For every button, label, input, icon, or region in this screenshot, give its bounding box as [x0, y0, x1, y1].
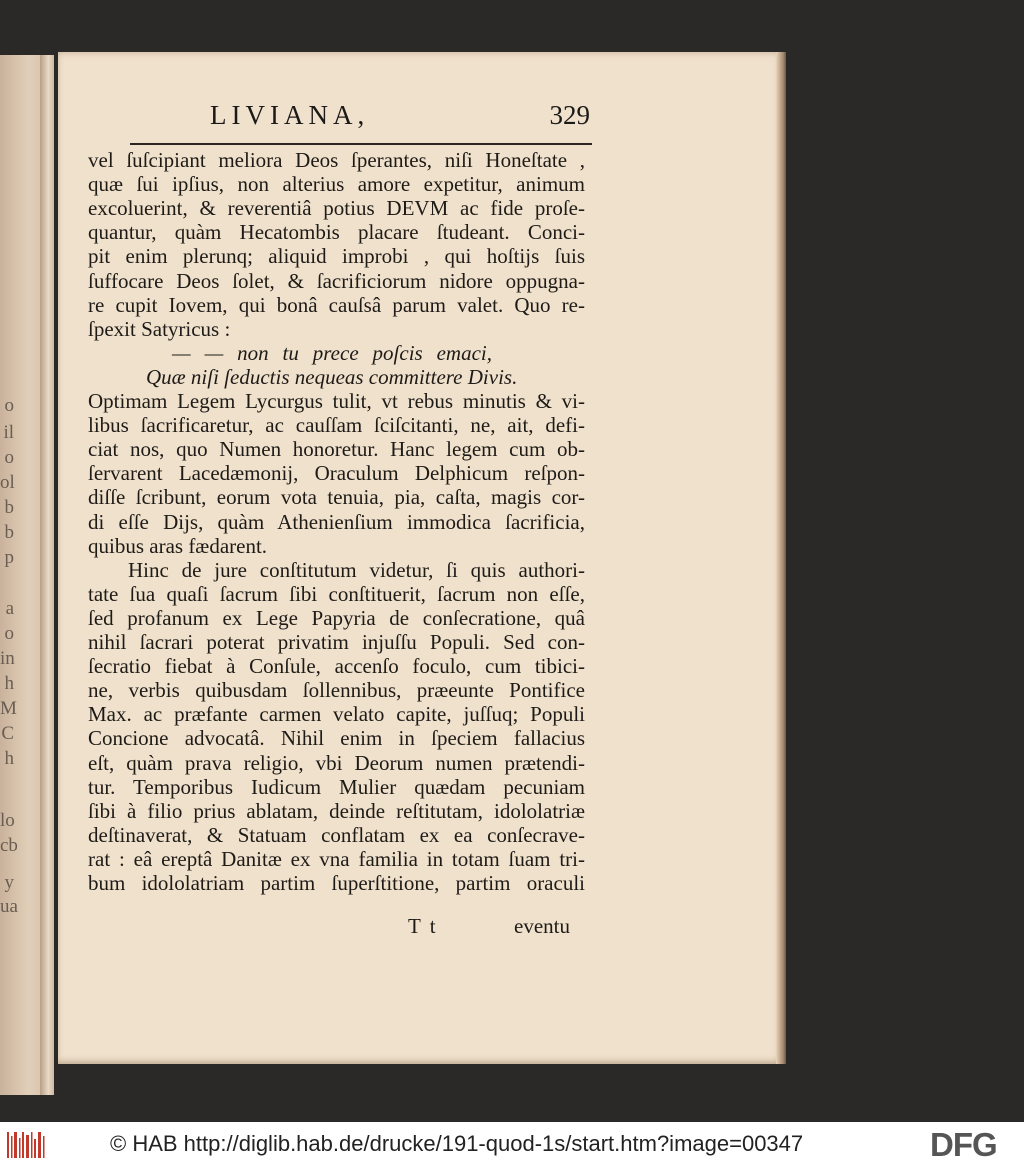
text-line: eſt, quàm prava religio, vbi Deorum numen prætendi-: [88, 750, 585, 775]
dfg-logo: DFG: [930, 1126, 997, 1163]
text-line: quibus aras fædarent.: [88, 533, 268, 558]
text-line: excoluerint, & reverentiâ potius DEVM ac fide proſe-: [88, 196, 585, 221]
text-line: nihil ſacrari poterat privatim injuſſu Populi. Sed con-: [88, 630, 585, 654]
text-line: — — non tu prece poſcis emaci,: [172, 340, 492, 365]
page-number: 329: [549, 100, 590, 130]
text-line: Quæ niſi ſeductis nequeas committere Divis.: [146, 364, 518, 389]
text-line: vel ſuſcipiant meliora Deos ſperantes, niſi Honeſtate ,: [88, 148, 585, 172]
header-rule: [130, 143, 592, 145]
text-line: quæ ſui ipſius, non alterius amore expetitur, animum: [88, 172, 585, 197]
footer-bar: [0, 1122, 1024, 1167]
page-header: [140, 100, 595, 140]
prev-page-fragment: in: [0, 648, 15, 669]
text-line: rat : eâ ereptâ Danitæ ex vna familia in totam ſuam tri-: [88, 846, 585, 871]
prev-page-fragment: il: [3, 422, 14, 443]
prev-page-fragment: b: [4, 497, 14, 518]
text-line: ſuffocare Deos ſolet, & ſacrificiorum nidore oppugna-: [88, 268, 585, 293]
text-line: ſpexit Satyricus :: [88, 316, 231, 341]
text-line: Max. ac præfante carmen velato capite, juſſuq; Populi: [88, 702, 585, 727]
previous-page-fold: [40, 55, 54, 1095]
text-line: ſervarent Lacedæmonij, Oraculum Delphicum reſpon-: [88, 461, 585, 486]
prev-page-fragment: y: [4, 872, 14, 893]
text-line: ſed profanum ex Lege Papyria de conſecratione, quâ: [88, 605, 585, 630]
prev-page-fragment: C: [1, 723, 14, 744]
page-edge-shadow: [776, 52, 786, 1064]
text-line: Concione advocatâ. Nihil enim in ſpeciem fallacius: [88, 726, 585, 751]
prev-page-fragment: o: [4, 623, 14, 644]
running-head: LIVIANA,: [210, 100, 370, 130]
hab-barcode-logo: [6, 1130, 46, 1160]
text-line: tur. Temporibus Iudicum Mulier quædam pecuniam: [88, 774, 585, 799]
prev-page-fragment: cb: [0, 835, 18, 856]
prev-page-fragment: b: [4, 522, 14, 543]
text-line: diſſe ſcribunt, eorum vota tenuia, pia, caſta, magis cor-: [88, 485, 585, 510]
prev-page-fragment: p: [4, 547, 14, 568]
copyright-url[interactable]: © HAB http://diglib.hab.de/drucke/191-quod-1s/start.htm?image=00347: [110, 1131, 804, 1156]
text-line: bum idololatriam partim ſuperſtitione, partim oraculi: [88, 871, 585, 895]
prev-page-fragment: h: [4, 673, 14, 694]
text-line: re cupit Iovem, qui bonâ cauſsâ parum valet. Quo re-: [88, 292, 585, 317]
prev-page-fragment: o: [4, 395, 14, 416]
signature-mark: T t: [408, 914, 438, 938]
prev-page-fragment: ol: [0, 472, 15, 493]
text-line: di eſſe Dijs, quàm Athenienſium immodica ſacrificia,: [88, 509, 585, 534]
text-line: quantur, quàm Hecatombis placare ſtudeant. Conci-: [88, 220, 585, 245]
text-line: deſtinaverat, & Statuam conflatam ex ea conſecrave-: [88, 822, 585, 847]
prev-page-fragment: h: [4, 748, 14, 769]
text-line: ne, verbis quibusdam ſollennibus, præeunte Pontifice: [88, 678, 585, 703]
text-line: ciat nos, quo Numen honoretur. Hanc legem cum ob-: [88, 437, 585, 462]
prev-page-fragment: M: [0, 698, 17, 719]
text-line: tate ſua quaſi ſacrum ſibi conſtituerit, ſacrum non eſſe,: [88, 581, 585, 606]
prev-page-fragment: a: [5, 598, 14, 619]
prev-page-fragment: o: [4, 447, 14, 468]
text-line: Hinc de jure conſtitutum videtur, ſi quis authori-: [128, 557, 585, 582]
prev-page-fragment: ua: [0, 896, 18, 917]
text-line: libus ſacrificaretur, ac cauſſam ſciſcitanti, ne, ait, defi-: [88, 413, 585, 438]
text-line: ſecratio fiebat à Conſule, accenſo foculo, cum tibici-: [88, 654, 585, 679]
text-line: Optimam Legem Lycurgus tulit, vt rebus minutis & vi-: [88, 389, 585, 413]
catchword: eventu: [514, 914, 570, 938]
prev-page-fragment: lo: [0, 810, 15, 831]
text-line: ſibi à filio prius ablatam, deinde reſtitutam, idololatriæ: [88, 798, 585, 823]
text-line: pit enim plerunq; aliquid improbi , qui hoſtijs ſuis: [88, 244, 585, 269]
